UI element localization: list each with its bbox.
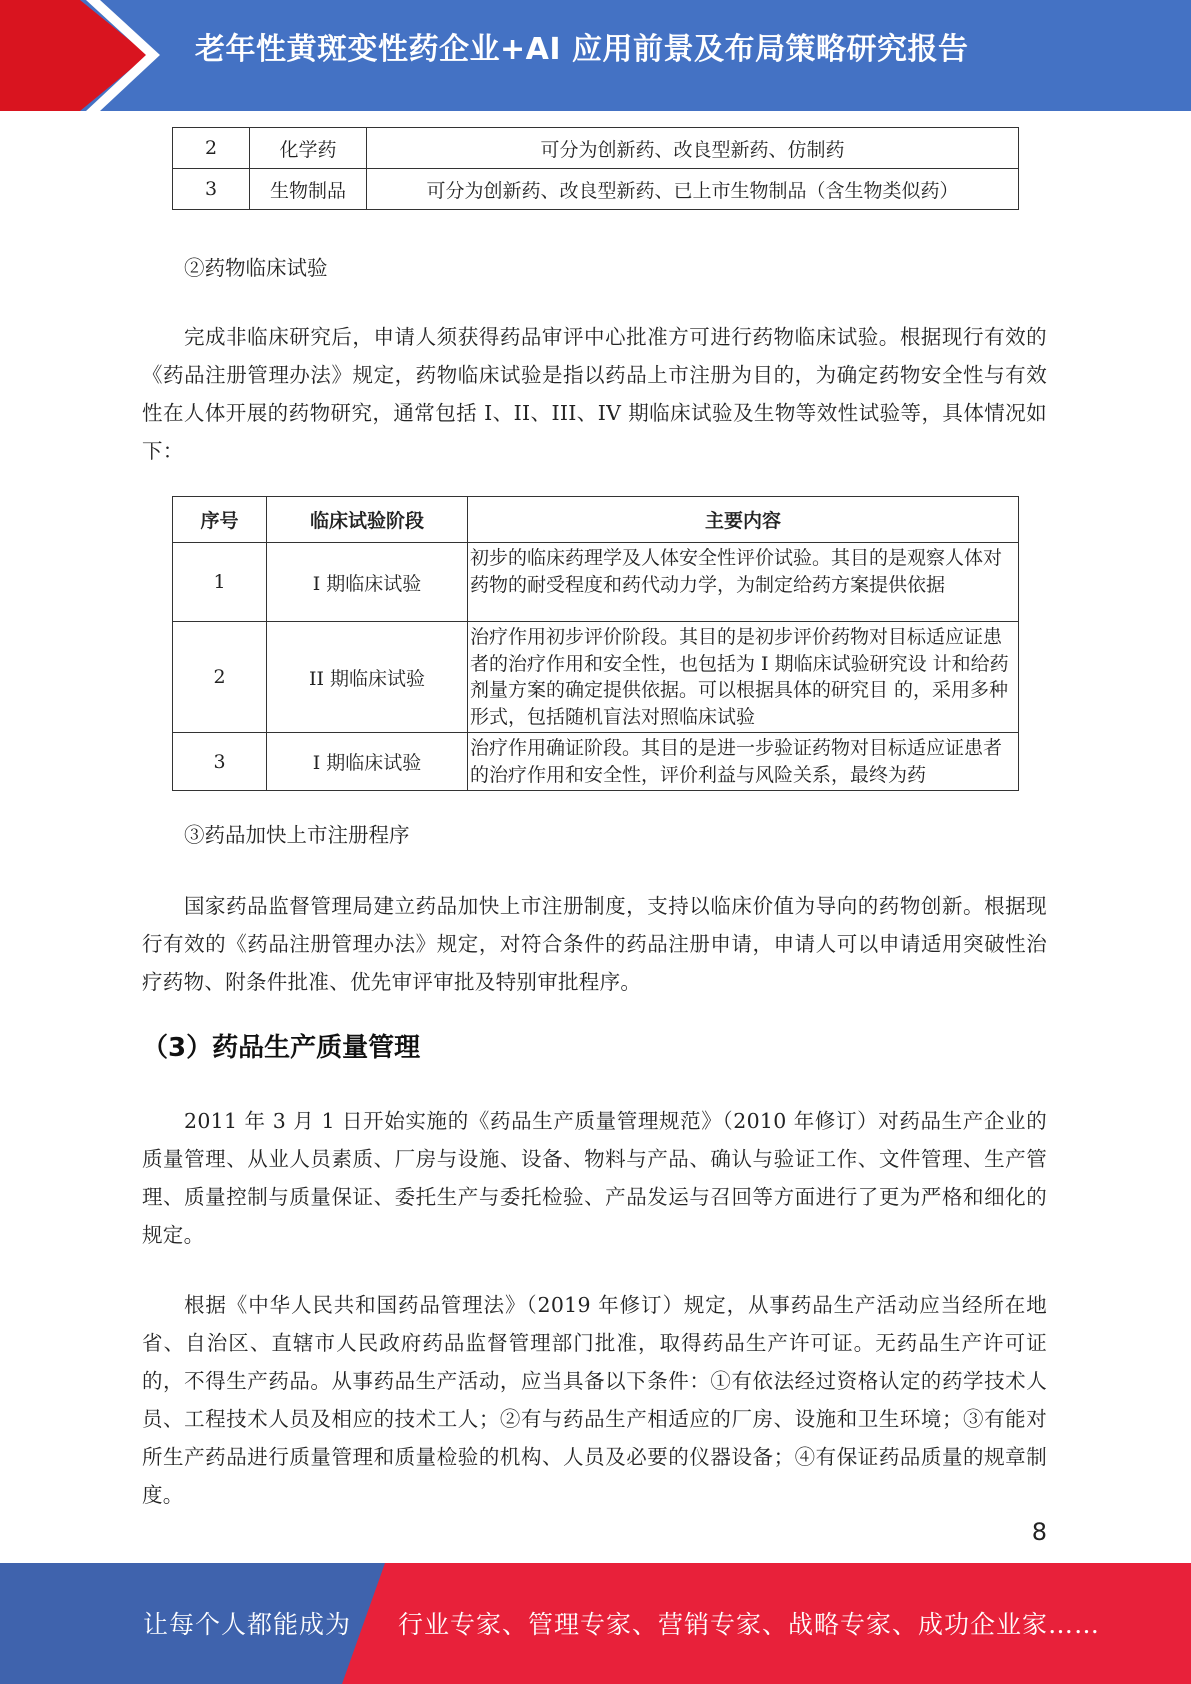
row-description: 可分为创新药、改良型新药、仿制药 xyxy=(367,128,1019,169)
column-header: 主要内容 xyxy=(468,497,1019,543)
paragraph-gmp-2010: 2011 年 3 月 1 日开始实施的《药品生产质量管理规范》（2010 年修订）对药品生产企业的质量管理、从业人员素质、厂房与设施、设备、物料与产品、确认与验证工作、文件管理、生产管理、质量控制与质量保证、委托生产与委托检验、产品发运与召回等方面进行了更为严格和细化的规定。 xyxy=(142,1109,1047,1247)
page-footer xyxy=(0,1563,1191,1684)
row-number: 3 xyxy=(173,733,267,791)
table-row xyxy=(173,128,1019,169)
paragraph-clinical-trials: 完成非临床研究后，申请人须获得药品审评中心批准方可进行药物临床试验。根据现行有效的《药品注册管理办法》规定，药物临床试验是指以药品上市注册为目的，为确定药物安全性与有效性在人体开展的药物研究，通常包括 I、II、III、IV 期临床试验及生物等效性试验等，具体情况如下： xyxy=(142,325,1047,463)
table-row xyxy=(173,543,1019,622)
row-content: 治疗作用初步评价阶段。其目的是初步评价药物对目标适应证患者的治疗作用和安全性，也包括为 I 期临床试验研究设 计和给药剂量方案的确定提供依据。可以根据具体的研究目 的，采用多种形式，包括随机盲法对照临床试验 xyxy=(468,622,1019,733)
header-chevron-decoration xyxy=(0,0,160,111)
paragraph-drug-administration-law: 根据《中华人民共和国药品管理法》（2019 年修订）规定，从事药品生产活动应当经所在地省、自治区、直辖市人民政府药品监督管理部门批准，取得药品生产许可证。无药品生产许可证的，不得生产药品。从事药品生产活动，应当具备以下条件：①有依法经过资格认定的药学技术人员、工程技术人员及相应的技术工人；②有与药品生产相适应的厂房、设施和卫生环境；③有能对所生产药品进行质量管理和质量检验的机构、人员及必要的仪器设备；④有保证药品质量的规章制度。 xyxy=(142,1293,1047,1507)
clinical-trial-phase-table xyxy=(172,496,1019,791)
row-content: 治疗作用确证阶段。其目的是进一步验证药物对目标适应证患者的治疗作用和安全性，评价利益与风险关系，最终为药 xyxy=(468,733,1019,791)
row-number: 2 xyxy=(173,622,267,733)
section-title-production-quality: （3）药品生产质量管理 xyxy=(142,1033,421,1063)
subsection-heading-clinical-trials: ②药物临床试验 xyxy=(184,256,328,280)
column-header: 序号 xyxy=(173,497,267,543)
paragraph-accelerated-registration: 国家药品监督管理局建立药品加快上市注册制度，支持以临床价值为导向的药物创新。根据现行有效的《药品注册管理办法》规定，对符合条件的药品注册申请，申请人可以申请适用突破性治疗药物、附条件批准、优先审评审批及特别审批程序。 xyxy=(142,894,1047,994)
page-header xyxy=(0,0,1191,111)
table-row xyxy=(173,733,1019,791)
row-category: 化学药 xyxy=(250,128,367,169)
row-number: 2 xyxy=(173,128,250,169)
footer-slogan-right: 行业专家、管理专家、营销专家、战略专家、成功企业家…… xyxy=(398,1610,1101,1639)
row-number: 1 xyxy=(173,543,267,622)
row-stage: II 期临床试验 xyxy=(267,622,468,733)
column-header: 临床试验阶段 xyxy=(267,497,468,543)
row-stage: I 期临床试验 xyxy=(267,733,468,791)
row-stage: I 期临床试验 xyxy=(267,543,468,622)
row-content: 初步的临床药理学及人体安全性评价试验。其目的是观察人体对药物的耐受程度和药代动力学，为制定给药方案提供依据 xyxy=(468,543,1019,622)
table-row xyxy=(173,622,1019,733)
row-number: 3 xyxy=(173,169,250,210)
table-header-row xyxy=(173,497,1019,543)
subsection-heading-accelerated-registration: ③药品加快上市注册程序 xyxy=(184,823,410,847)
report-title: 老年性黄斑变性药企业+AI 应用前景及布局策略研究报告 xyxy=(195,32,969,67)
table-row xyxy=(173,169,1019,210)
page-number: 8 xyxy=(1031,1518,1047,1546)
drug-category-table xyxy=(172,127,1019,210)
footer-slogan-left: 让每个人都能成为 xyxy=(143,1610,352,1639)
row-category: 生物制品 xyxy=(250,169,367,210)
row-description: 可分为创新药、改良型新药、已上市生物制品（含生物类似药） xyxy=(367,169,1019,210)
